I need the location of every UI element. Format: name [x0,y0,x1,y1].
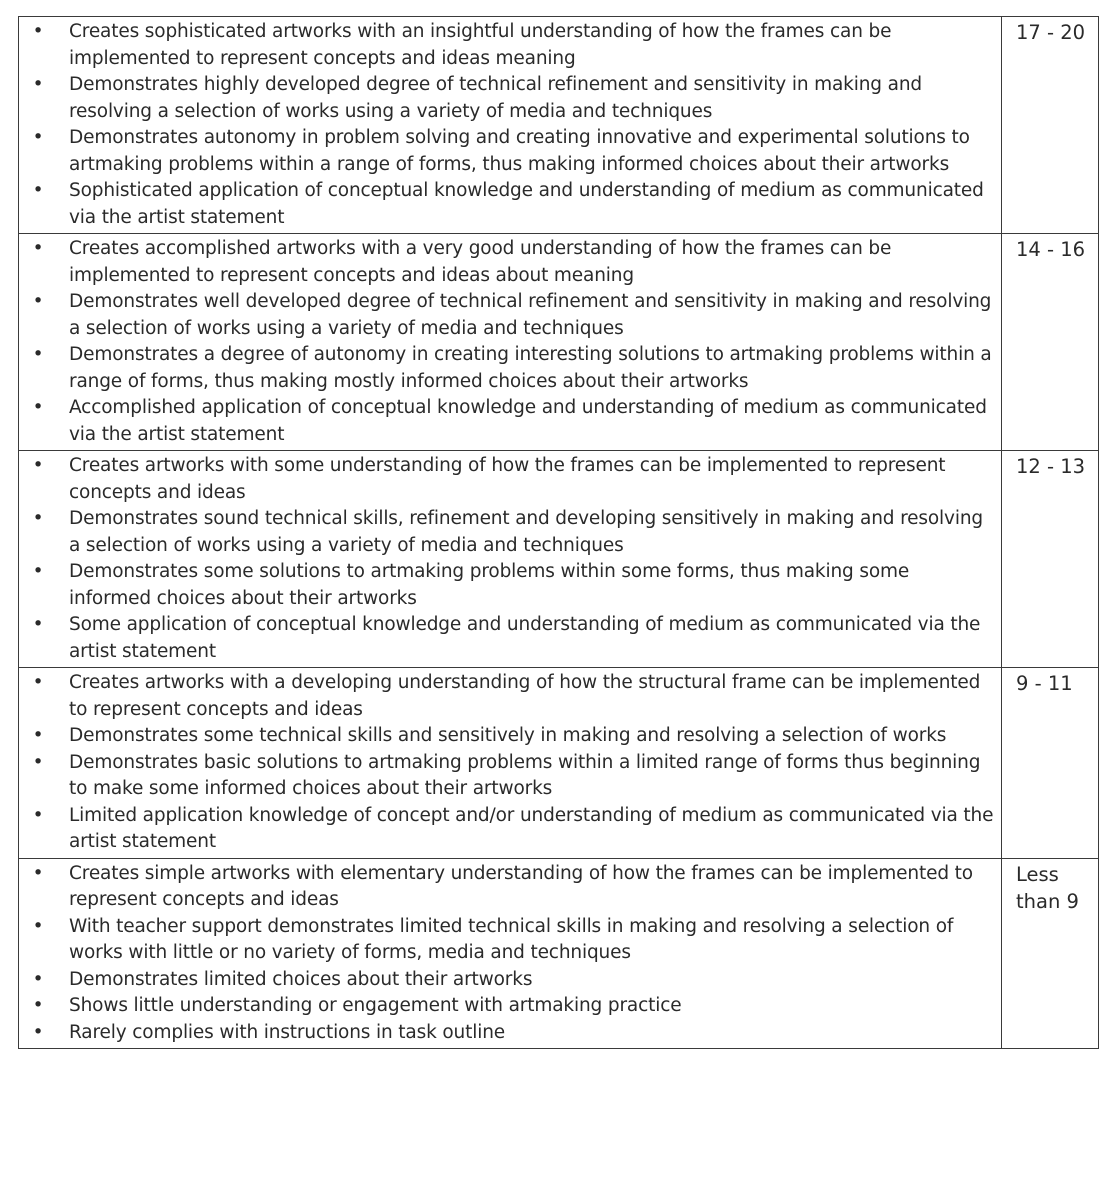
bullet-icon: • [32,238,44,259]
criterion-text: Demonstrates some technical skills and sensitively in making and resolving a selection of works [69,725,947,746]
rubric-body [19,17,1099,1049]
criterion-item [19,750,1001,803]
bullet-icon: • [32,291,44,312]
bullet-icon: • [32,725,44,746]
band-criteria-cell [19,451,1002,668]
bullet-icon: • [32,397,44,418]
criterion-item [19,670,1001,723]
criterion-item [19,289,1001,342]
rubric-band-row [19,234,1099,451]
bullet-icon: • [32,344,44,365]
bullet-icon: • [32,561,44,582]
band-criteria-cell [19,858,1002,1049]
bullet-icon: • [32,180,44,201]
bullet-icon: • [32,995,44,1016]
criterion-text: Limited application knowledge of concept and/or understanding of medium as communicated via the artist statement [69,804,994,852]
bullet-icon: • [32,804,44,826]
criterion-text: Shows little understanding or engagement with artmaking practice [69,995,682,1016]
rubric-band-row [19,17,1099,234]
rubric-band-row [19,858,1099,1049]
criterion-item [19,723,1001,750]
criterion-item [19,236,1001,289]
bullet-icon: • [32,614,44,635]
band-marks-label: Less than 9 [1016,862,1079,913]
criterion-text: Demonstrates autonomy in problem solving and creating innovative and experimental solutions to artmaking problems within a range of forms, thus making informed choices about their artworks [69,127,970,175]
criterion-text: Creates simple artworks with elementary understanding of how the frames can be implemented to represent concepts and ideas [69,862,973,910]
criterion-text: Demonstrates some solutions to artmaking problems within some forms, thus making some informed choices about their artworks [69,561,910,609]
criterion-text: Demonstrates a degree of autonomy in creating interesting solutions to artmaking problems within a range of forms, thus making mostly informed choices about their artworks [69,344,992,392]
bullet-icon: • [32,455,44,476]
criterion-text: Demonstrates limited choices about their artworks [69,968,533,990]
criterion-text: Creates artworks with some understanding of how the frames can be implemented to represent concepts and ideas [69,455,946,503]
criterion-item [19,453,1001,506]
bullet-icon: • [32,968,44,990]
band-marks-cell [1002,858,1099,1049]
marking-rubric-table [18,16,1099,1049]
criterion-item [19,1020,1001,1047]
band-criteria-cell [19,17,1002,234]
band-criteria-list [19,234,1001,450]
criterion-text: Demonstrates highly developed degree of technical refinement and sensitivity in making and resolving a selection of works using a variety of media and techniques [69,74,922,122]
rubric-band-row [19,451,1099,668]
criterion-item [19,178,1001,231]
criterion-item [19,72,1001,125]
bullet-icon: • [32,21,44,42]
criterion-item [19,967,1001,994]
band-criteria-list [19,451,1001,667]
band-criteria-list [19,668,1001,858]
criterion-text: Rarely complies with instructions in task outline [69,1021,506,1043]
bullet-icon: • [32,751,44,773]
criterion-item [19,914,1001,967]
band-marks-cell [1002,234,1099,451]
criterion-text: Creates sophisticated artworks with an insightful understanding of how the frames can be implemented to represent concepts and ideas meaning [69,21,892,69]
criterion-text: Demonstrates basic solutions to artmaking problems within a limited range of forms thus beginning to make some informed choices about their artworks [69,751,981,799]
band-marks-label: 14 - 16 [1016,238,1086,261]
bullet-icon: • [32,508,44,529]
criterion-item [19,612,1001,665]
band-marks-cell [1002,17,1099,234]
criterion-item [19,395,1001,448]
criterion-text: Demonstrates well developed degree of technical refinement and sensitivity in making and resolving a selection of works using a variety of media and techniques [69,291,992,339]
criterion-text: With teacher support demonstrates limited technical skills in making and resolving a selection of works with little or no variety of forms, media and techniques [69,915,954,963]
band-marks-cell [1002,668,1099,859]
criterion-item [19,559,1001,612]
band-marks-label: 12 - 13 [1016,455,1086,478]
criterion-text: Sophisticated application of conceptual knowledge and understanding of medium as communicated via the artist statement [69,180,984,228]
criterion-text: Creates accomplished artworks with a very good understanding of how the frames can be implemented to represent concepts and ideas about meaning [69,238,892,286]
band-marks-cell [1002,451,1099,668]
bullet-icon: • [32,74,44,95]
bullet-icon: • [32,862,44,884]
criterion-item [19,861,1001,914]
criterion-item [19,506,1001,559]
criterion-item [19,125,1001,178]
band-criteria-list [19,17,1001,233]
band-marks-label: 9 - 11 [1016,672,1073,695]
criterion-text: Demonstrates sound technical skills, refinement and developing sensitively in making and resolving a selection of works using a variety of media and techniques [69,508,983,556]
criterion-text: Creates artworks with a developing understanding of how the structural frame can be implemented to represent concepts and ideas [69,672,981,720]
bullet-icon: • [32,915,44,937]
bullet-icon: • [32,1021,44,1043]
band-criteria-cell [19,234,1002,451]
criterion-item [19,803,1001,856]
criterion-item [19,19,1001,72]
bullet-icon: • [32,672,44,693]
band-marks-label: 17 - 20 [1016,21,1086,44]
band-criteria-list [19,859,1001,1049]
criterion-item [19,993,1001,1020]
rubric-band-row [19,668,1099,859]
criterion-text: Accomplished application of conceptual knowledge and understanding of medium as communicated via the artist statement [69,397,987,445]
criterion-item [19,342,1001,395]
band-criteria-cell [19,668,1002,859]
bullet-icon: • [32,127,44,148]
criterion-text: Some application of conceptual knowledge and understanding of medium as communicated via the artist statement [69,614,981,662]
